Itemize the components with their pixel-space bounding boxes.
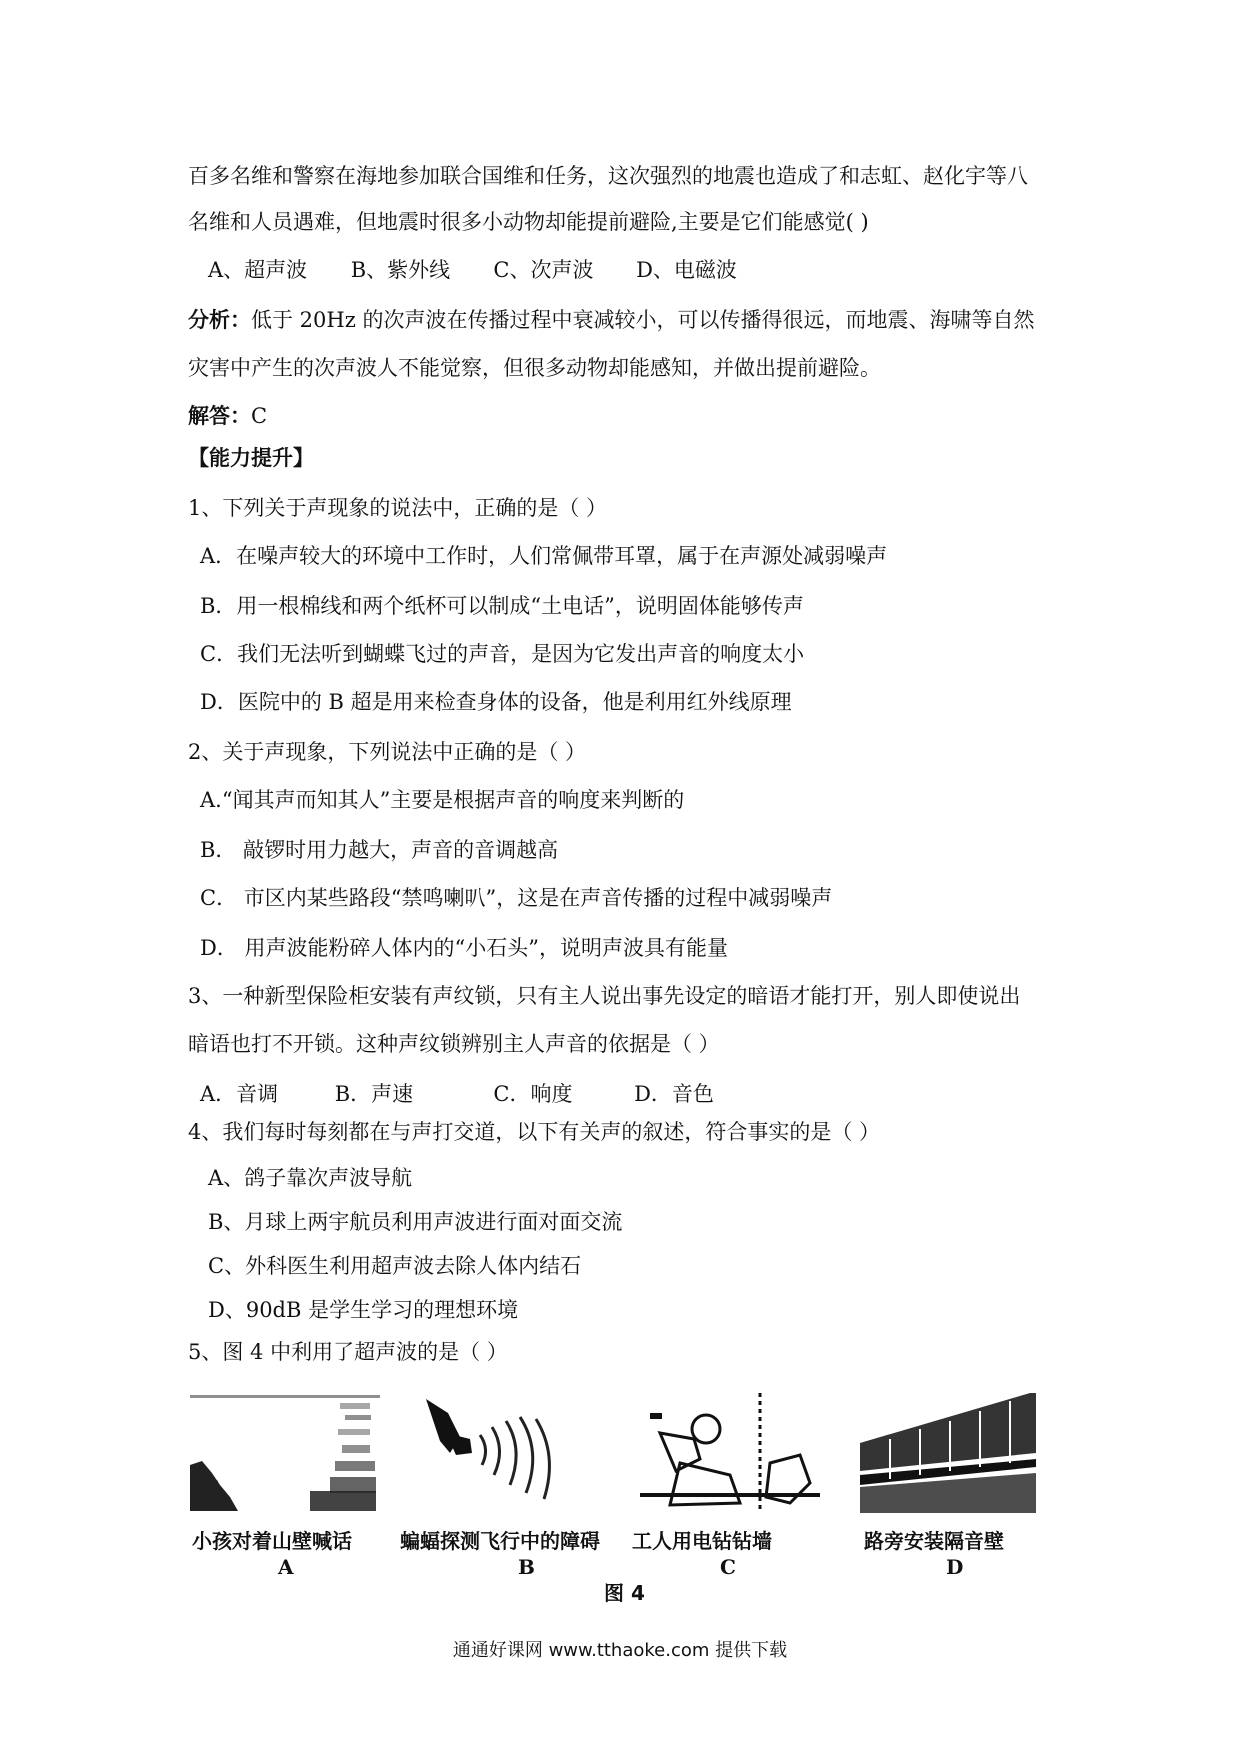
figure-title: 图 4 <box>604 1581 645 1605</box>
figure-d-illustration <box>860 1393 1040 1513</box>
answer-label: 解答： <box>188 403 251 428</box>
q1-option-d: D．医院中的 B 超是用来检查身体的设备，他是利用红外线原理 <box>200 690 792 714</box>
figure-d-caption: 路旁安装隔音壁 <box>864 1529 1004 1553</box>
q4-option-d: D、90dB 是学生学习的理想环境 <box>208 1298 519 1322</box>
figure-b-illustration <box>420 1393 610 1513</box>
intro-line-1: 百多名维和警察在海地参加联合国维和任务，这次强烈的地震也造成了和志虹、赵化宇等八 <box>188 164 1028 188</box>
q2-option-c: C． 市区内某些路段“禁鸣喇叭”，这是在声音传播的过程中减弱噪声 <box>200 886 833 910</box>
q3-line-1: 3、一种新型保险柜安装有声纹锁，只有主人说出事先设定的暗语才能打开，别人即使说出 <box>188 984 1021 1008</box>
q3-options <box>200 1080 714 1108</box>
intro-option-d: D、电磁波 <box>636 258 737 282</box>
section-title: 【能力提升】 <box>188 445 314 470</box>
q1-option-c: C．我们无法听到蝴蝶飞过的声音，是因为它发出声音的响度太小 <box>200 642 805 666</box>
q5-stem: 5、图 4 中利用了超声波的是（ ） <box>188 1340 508 1364</box>
intro-option-a: A、超声波 <box>208 258 308 282</box>
q1-option-b: B．用一根棉线和两个纸杯可以制成“土电话”，说明固体能够传声 <box>200 594 804 618</box>
intro-options <box>208 256 737 284</box>
analysis-line-2: 灾害中产生的次声波人不能觉察，但很多动物却能感知，并做出提前避险。 <box>188 356 881 380</box>
figure-a-illustration <box>190 1393 380 1513</box>
q3-option-a: A．音调 <box>200 1082 279 1106</box>
analysis-text-1: 低于 20Hz 的次声波在传播过程中衰减较小，可以传播得很远，而地震、海啸等自然 <box>251 308 1035 332</box>
q2-option-d: D． 用声波能粉碎人体内的“小石头”，说明声波具有能量 <box>200 936 728 960</box>
figure-a-caption: 小孩对着山壁喊话 <box>192 1529 352 1553</box>
intro-option-b: B、紫外线 <box>350 258 451 282</box>
q2-option-a: A.“闻其声而知其人”主要是根据声音的响度来判断的 <box>200 788 685 812</box>
q2-stem: 2、关于声现象，下列说法中正确的是（ ） <box>188 740 587 764</box>
q3-option-b: B．声速 <box>334 1082 414 1106</box>
footer-credit: 通通好课网 www.tthaoke.com 提供下载 <box>452 1640 788 1661</box>
answer-line <box>188 402 267 430</box>
intro-line-2: 名维和人员遇难，但地震时很多小动物却能提前避险,主要是它们能感觉( ) <box>188 210 869 234</box>
answer-value: C <box>251 404 268 428</box>
q4-option-c: C、外科医生利用超声波去除人体内结石 <box>208 1254 582 1278</box>
q4-stem: 4、我们每时每刻都在与声打交道，以下有关声的叙述，符合事实的是（ ） <box>188 1120 881 1144</box>
figure-c-letter: C <box>720 1555 736 1579</box>
q3-option-d: D．音色 <box>634 1082 714 1106</box>
q4-option-a: A、鸽子靠次声波导航 <box>208 1166 413 1190</box>
q3-option-c: C．响度 <box>493 1082 573 1106</box>
figure-c-caption: 工人用电钻钻墙 <box>632 1529 772 1553</box>
figure-b-letter: B <box>518 1555 535 1579</box>
q1-stem: 1、下列关于声现象的说法中，正确的是（ ） <box>188 496 608 520</box>
q4-option-b: B、月球上两宇航员利用声波进行面对面交流 <box>208 1210 623 1234</box>
intro-option-c: C、次声波 <box>493 258 594 282</box>
q3-line-2: 暗语也打不开锁。这种声纹锁辨别主人声音的依据是（ ） <box>188 1032 720 1056</box>
q2-option-b: B． 敲锣时用力越大，声音的音调越高 <box>200 838 559 862</box>
analysis-line-1 <box>188 306 1034 334</box>
figure-c-illustration <box>640 1393 820 1513</box>
analysis-label: 分析： <box>188 307 251 332</box>
figure-d-letter: D <box>946 1555 964 1579</box>
q1-option-a: A．在噪声较大的环境中工作时，人们常佩带耳罩，属于在声源处减弱噪声 <box>200 544 888 568</box>
figure-b-caption: 蝙蝠探测飞行中的障碍 <box>400 1529 600 1553</box>
figure-a-letter: A <box>278 1555 294 1579</box>
